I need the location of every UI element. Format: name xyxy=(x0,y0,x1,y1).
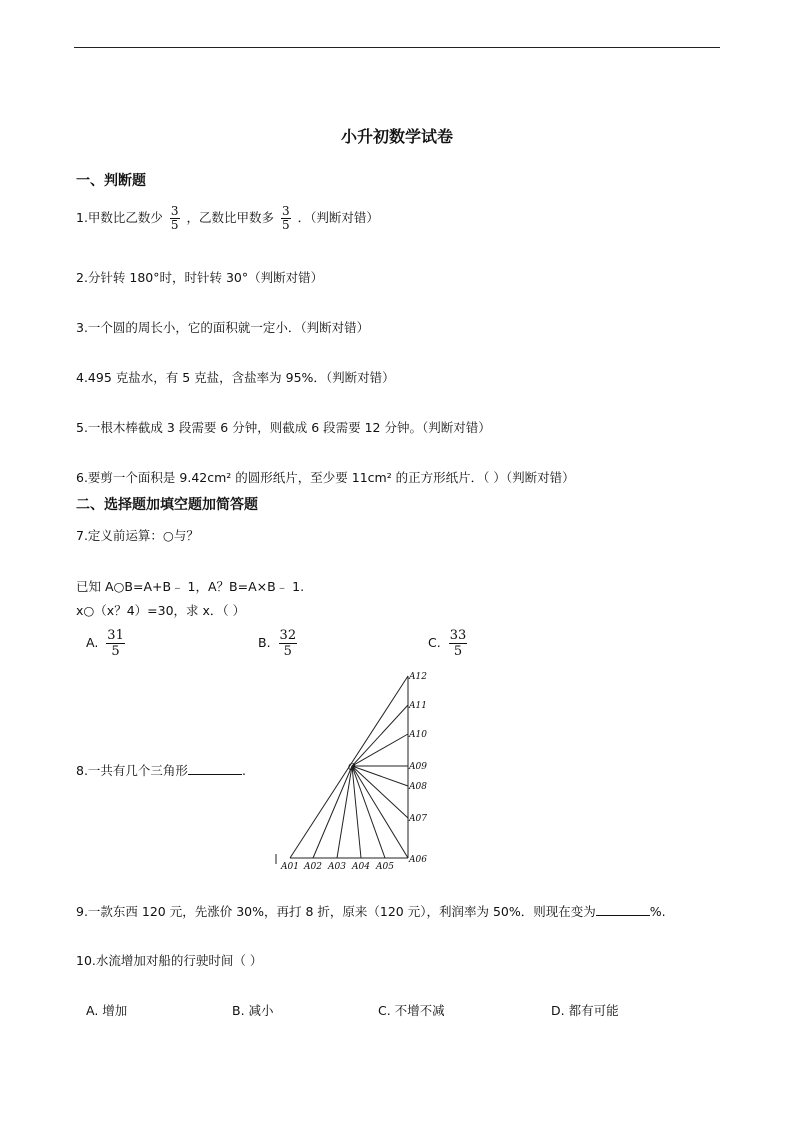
q7-option-c[interactable] xyxy=(428,628,470,659)
q8-text: 8.一共有几个三角形 xyxy=(76,763,188,778)
figure-right-label: A08 xyxy=(409,782,427,792)
q7-option-c-denominator: 5 xyxy=(453,644,463,659)
q7-option-a-label: A. xyxy=(86,635,99,650)
q7-option-c-fraction xyxy=(449,628,468,659)
q7-option-c-label: C. xyxy=(428,635,441,650)
q1-middle: ，乙数比甲数多 xyxy=(186,210,275,225)
q7-option-b[interactable] xyxy=(258,628,300,659)
q8-suffix: . xyxy=(241,763,246,778)
q9-suffix: %. xyxy=(649,904,666,919)
figure-right-label: A06 xyxy=(409,855,427,865)
q9-answer-blank[interactable] xyxy=(596,903,650,916)
q10-option-c[interactable]: C. 不增不减 xyxy=(378,1003,445,1018)
question-1 xyxy=(76,205,379,232)
figure-ray-bottom-2 xyxy=(337,766,352,858)
figure-right-label: A07 xyxy=(409,814,427,824)
question-4: 4.495 克盐水，有 5 克盐，含盐率为 95%．（判断对错） xyxy=(76,370,395,385)
question-7-ask: x○（x？4）=30，求 x．（ ） xyxy=(76,603,246,618)
q7-option-b-numerator: 32 xyxy=(279,628,297,643)
q1-fraction-2-denominator: 5 xyxy=(282,218,290,232)
q7-option-a-fraction xyxy=(106,628,125,659)
figure-right-label: A09 xyxy=(409,762,427,772)
figure-bottom-labels xyxy=(280,862,394,872)
q10-option-a[interactable]: A. 增加 xyxy=(86,1003,128,1018)
triangle-count-figure xyxy=(270,668,440,873)
section-heading-2: 二、选择题加填空题加简答题 xyxy=(76,497,258,513)
figure-bottom-label: A04 xyxy=(352,862,370,872)
figure-right-label: A10 xyxy=(409,730,427,740)
q1-prefix: 1.甲数比乙数少 xyxy=(76,210,163,225)
q1-fraction-1-numerator: 3 xyxy=(170,204,179,218)
q1-fraction-1-denominator: 5 xyxy=(170,218,179,232)
q7-option-a-numerator: 31 xyxy=(107,628,124,643)
figure-bottom-label: A02 xyxy=(304,862,322,872)
question-9 xyxy=(76,902,666,920)
q1-suffix: ．（判断对错） xyxy=(297,210,379,225)
figure-ray-right-5 xyxy=(352,766,408,818)
q7-option-b-label: B. xyxy=(258,635,271,650)
q7-option-a-denominator: 5 xyxy=(111,644,120,659)
figure-bottom-label: A01 xyxy=(281,862,299,872)
q7-option-c-numerator: 33 xyxy=(449,628,467,643)
figure-bottom-label: A05 xyxy=(376,862,394,872)
q1-fraction-1 xyxy=(170,205,180,232)
q10-option-b[interactable]: B. 减小 xyxy=(232,1003,274,1018)
figure-ray-right-1 xyxy=(352,705,408,766)
q1-fraction-2-numerator: 3 xyxy=(282,204,290,218)
question-5: 5.一根木棒截成 3 段需要 6 分钟，则截成 6 段需要 12 分钟。（判断对错） xyxy=(76,420,491,435)
header-rule xyxy=(74,47,720,48)
figure-right-labels xyxy=(408,672,427,865)
figure-rays xyxy=(313,705,408,858)
figure-apex-label: O xyxy=(348,763,356,773)
question-6: 6.要剪一个面积是 9.42cm² 的圆形纸片，至少要 11cm² 的正方形纸片．（ ）（判断对错） xyxy=(76,470,575,485)
page-title: 小升初数学试卷 xyxy=(340,127,453,146)
figure-ray-right-4 xyxy=(352,766,408,786)
q7-option-b-fraction xyxy=(279,628,298,659)
q9-text: 9.一款东西 120 元，先涨价 30%，再打 8 折，原来（120 元），利润率为 50%．则现在变为 xyxy=(76,904,596,919)
figure-bottom-label: A03 xyxy=(328,862,346,872)
q10-option-d[interactable]: D. 都有可能 xyxy=(551,1003,619,1018)
question-10: 10.水流增加对船的行驶时间（ ） xyxy=(76,953,263,968)
question-3: 3.一个圆的周长小，它的面积就一定小．（判断对错） xyxy=(76,320,370,335)
figure-right-label: A12 xyxy=(409,672,427,682)
q8-answer-blank[interactable] xyxy=(188,762,242,775)
q1-fraction-2 xyxy=(281,205,291,232)
q7-option-a[interactable] xyxy=(86,628,128,659)
question-7-given: 已知 A○B=A+B﹣ 1，A？B=A×B﹣ 1. xyxy=(76,579,305,594)
figure-ray-bottom-1 xyxy=(313,766,352,858)
section-heading-1: 一、判断题 xyxy=(76,173,146,189)
question-8 xyxy=(76,761,246,779)
question-7-definition: 7.定义前运算：○与？ xyxy=(76,528,199,543)
question-2: 2.分针转 180°时，时针转 30°（判断对错） xyxy=(76,270,324,285)
figure-right-label: A11 xyxy=(409,701,427,711)
q7-option-b-denominator: 5 xyxy=(283,644,292,659)
